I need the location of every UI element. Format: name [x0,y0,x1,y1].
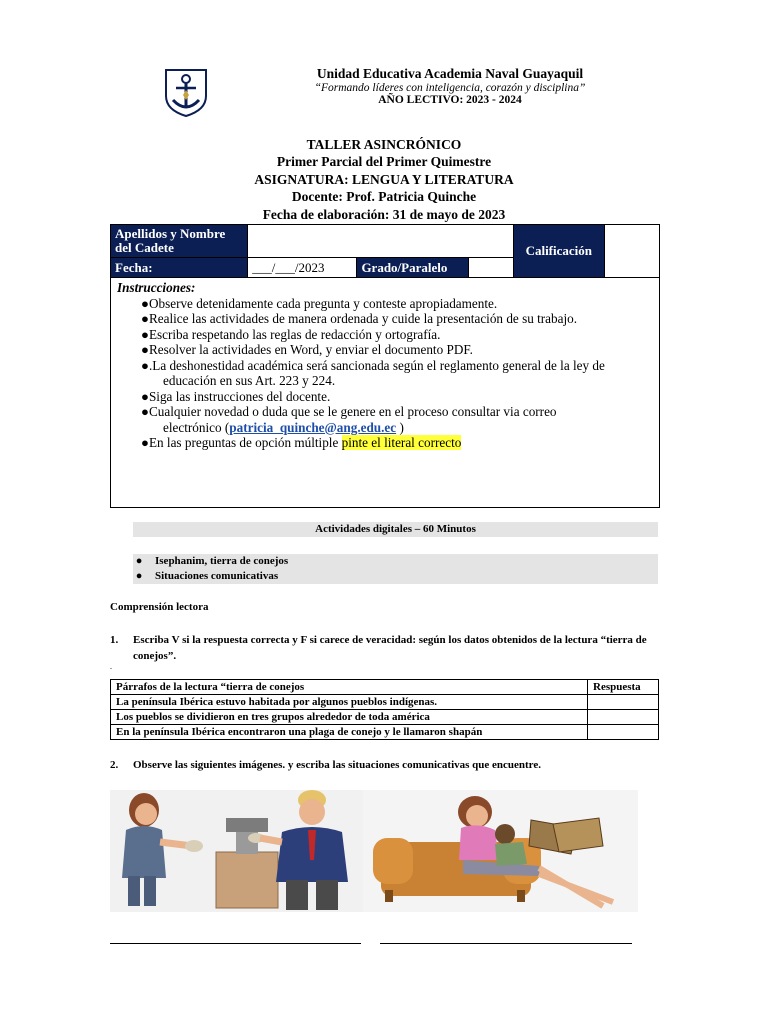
anchor-emblem-icon [160,66,212,118]
answer-line[interactable] [380,943,632,944]
instruction-text: ●Cualquier novedad o duda que se le genere en el proceso consultar via correo [141,404,557,419]
title-workshop: TALLER ASINCRÓNICO [306,137,462,152]
grade-field[interactable] [468,258,513,278]
instruction-item [141,404,659,435]
table-row [111,695,659,710]
instruction-text: educación en sus Art. 223 y 224. [163,373,336,388]
name-field[interactable] [248,225,513,258]
instruction-item: ●Observe detenidamente cada pregunta y conteste apropiadamente. [141,295,498,311]
instructions-title: Instrucciones: [117,280,196,295]
instruction-text [141,420,659,436]
instruction-item [141,435,659,451]
answer-cell[interactable] [588,725,659,740]
grade-label: Grado/Paralelo [357,258,468,278]
school-header [300,66,600,106]
title-period: Primer Parcial del Primer Quimestre [276,154,492,170]
answer-cell[interactable] [588,695,659,710]
school-motto: “Formando líderes con inteligencia, corazón y disciplina” [314,82,586,94]
answer-line[interactable] [110,943,361,944]
name-label: Apellidos y Nombre del Cadete [111,225,248,258]
activities-bar: Actividades digitales – 60 Minutos [133,522,658,537]
bullet-icon: ● [133,555,143,567]
workshop-titles [110,136,658,223]
column-header: Respuesta [588,680,659,695]
statement-cell: Los pueblos se dividieron en tres grupos alrededor de toda américa [111,710,588,725]
section-heading: Comprensión lectora [110,601,209,613]
email-link[interactable]: patricia_quinche@ang.edu.ec [229,419,397,435]
school-name: Unidad Educativa Academia Naval Guayaquil [316,66,584,81]
topics-list [133,554,658,584]
score-field[interactable] [604,225,659,278]
question-text: Escriba V si la respuesta correcta y F si carece de veracidad: según los datos obtenidos de la lectura “tierra de conejos”. [133,634,647,662]
instructions-list [111,296,659,451]
topic-item [133,554,658,569]
question-1 [110,632,660,664]
title-teacher: Docente: Prof. Patricia Quinche [291,189,477,205]
date-field[interactable]: ___/___/2023 [248,258,357,278]
school-year: AÑO LECTIVO: 2023 - 2024 [378,94,522,106]
topic-item [133,569,658,584]
instruction-item [141,358,659,389]
instruction-item: ●Resolver la actividades en Word, y enviar el documento PDF. [141,342,473,357]
instruction-item: ●Realice las actividades de manera ordenada y cuide la presentación de su trabajo. [141,311,577,326]
title-subject: ASIGNATURA: LENGUA Y LITERATURA [254,171,514,187]
topic-label: Isephanim, tierra de conejos [155,555,289,567]
school-logo [160,66,212,118]
statement-cell: En la península Ibérica encontraron una plaga de conejo y le llamaron shapán [111,725,588,740]
illustration-reading [363,790,638,912]
instruction-text: ●En las preguntas de opción múltiple [141,435,342,450]
title-date: Fecha de elaboración: 31 de mayo de 2023 [262,206,506,222]
question-number: 1. [110,634,119,646]
email-prefix: electrónico ( [163,419,230,435]
illustration-conversation [110,790,363,912]
email-suffix: ) [396,419,404,435]
statement-cell: La península Ibérica estuvo habitada por algunos pueblos indígenas. [111,695,588,710]
date-label: Fecha: [111,258,248,278]
student-info-table [110,224,660,278]
question-2 [110,759,660,771]
answer-cell[interactable] [588,710,659,725]
column-header: Párrafos de la lectura “tierra de conejos [111,680,588,695]
instructions-box [110,277,660,508]
question-number: 2. [110,759,119,771]
table-row [111,710,659,725]
table-header-row [111,680,659,695]
instruction-item: ●Escriba respetando las reglas de redacción y ortografía. [141,326,441,342]
highlighted-text: pinte el literal correcto [341,435,462,450]
instruction-text: ●.La deshonestidad académica será sancionada según el reglamento general de la ley de [141,357,605,373]
table-row [111,725,659,740]
question-text: Observe las siguientes imágenes. y escriba las situaciones comunicativas que encuentre. [133,759,541,771]
true-false-table [110,679,659,740]
score-label: Calificación [513,225,604,278]
bullet-icon: ● [133,570,143,582]
topic-label: Situaciones comunicativas [155,570,279,582]
instruction-item: ●Siga las instrucciones del docente. [141,388,331,404]
stray-dot: . [110,662,112,671]
